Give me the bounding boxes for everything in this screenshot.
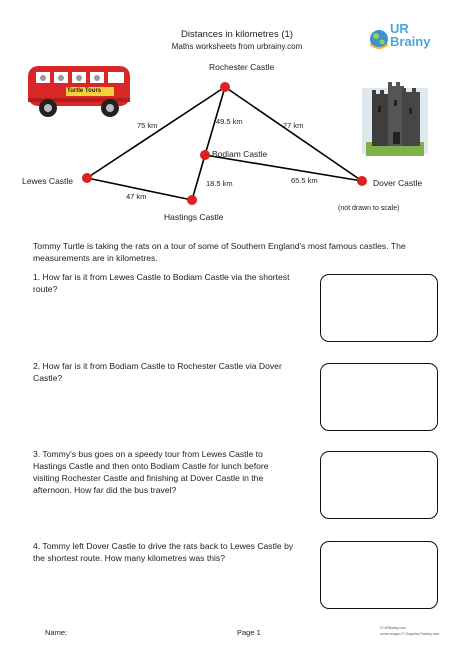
distance-bodiam-dover: 65.5 km (291, 176, 318, 185)
road-bodiam-hastings (192, 155, 205, 200)
distance-lewes-hastings: 47 km (126, 192, 147, 201)
question-3: 3. Tommy's bus goes on a speedy tour from Lewes Castle to Hastings Castle and then onto Bodiam Castle for lunch before visiting Rochester Castle and finishing at Dover Castle in the afternoon. How far did the bus travel? (33, 449, 269, 495)
distance-bodiam-rochester: 49.5 km (216, 117, 243, 126)
label-dover: Dover Castle (373, 178, 423, 188)
marker-dover (357, 176, 367, 186)
answer-box-3[interactable] (320, 451, 438, 519)
copyright-line-2: some images © Graphics Factory.com (380, 632, 440, 636)
road-lewes-rochester (87, 87, 225, 178)
question-2: 2. How far is it from Bodiam Castle to Rochester Castle via Dover Castle? (33, 361, 282, 383)
logo-text-brainy: Brainy (390, 34, 431, 49)
logo-text-ur: UR (390, 21, 409, 36)
answer-box-2[interactable] (320, 363, 438, 431)
distance-lewes-rochester: 75 km (137, 121, 158, 130)
name-label: Name: (45, 628, 68, 637)
bus-sign: Turtle Tours (67, 88, 102, 94)
question-1: 1. How far is it from Lewes Castle to Bodiam Castle via the shortest route? (33, 272, 290, 294)
scale-note: (not drawn to scale) (338, 205, 400, 212)
road-rochester-dover (225, 87, 362, 181)
label-bodiam: Bodiam Castle (212, 149, 268, 159)
intro-text: Tommy Turtle is taking the rats on a tour of some of Southern England's most famous castles. The measurements are in kilometres. (33, 241, 406, 263)
question-4: 4. Tommy left Dover Castle to drive the rats back to Lewes Castle by the shortest route. How many kilometres was this? (33, 541, 294, 563)
answer-box-4[interactable] (320, 541, 438, 609)
answer-box-1[interactable] (320, 274, 438, 342)
label-rochester: Rochester Castle (209, 62, 275, 72)
worksheet-subtitle: Maths worksheets from urbrainy.com (171, 42, 303, 51)
worksheet-title: Distances in kilometres (1) (181, 29, 293, 40)
marker-rochester (220, 82, 230, 92)
marker-bodiam (200, 150, 210, 160)
marker-lewes (82, 173, 92, 183)
label-hastings: Hastings Castle (164, 212, 224, 222)
marker-hastings (187, 195, 197, 205)
copyright-line-1: © URBrainy.com (380, 626, 406, 630)
distance-hastings-bodiam: 18.5 km (206, 179, 233, 188)
page-number: Page 1 (237, 628, 261, 637)
distance-rochester-dover: 77 km (283, 121, 304, 130)
label-lewes: Lewes Castle (22, 176, 74, 186)
